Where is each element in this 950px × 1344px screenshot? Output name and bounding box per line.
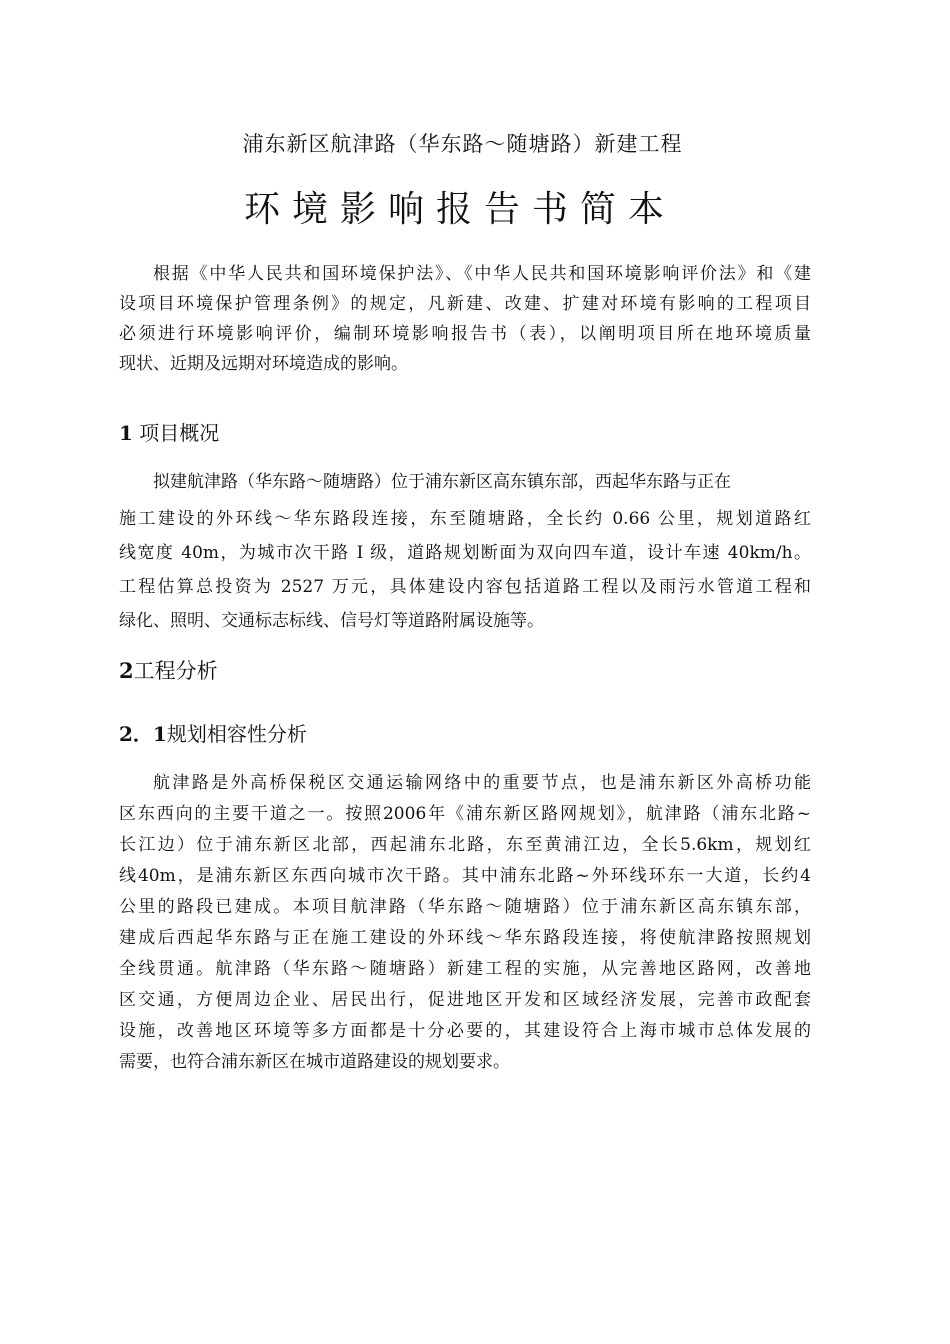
section-2-1-title: 规划相容性分析 [166,722,307,746]
section-1-number: 1 [119,421,133,445]
section-2-1-line: 公里的路段已建成。本项目航津路（华东路～随塘路）位于浦东新区高东镇东部， [119,897,811,917]
section-1-line: 线宽度 40m，为城市次干路 I 级，道路规划断面为双向四车道，设计车速 40km/h。 [119,543,811,563]
section-1-line: 工程估算总投资为 2527 万元，具体建设内容包括道路工程以及雨污水管道工程和 [119,577,811,597]
section-2-1-line: 区交通，方便周边企业、居民出行，促进地区开发和区域经济发展，完善市政配套 [119,990,811,1010]
section-2-1-line: 全线贯通。航津路（华东路～随塘路）新建工程的实施，从完善地区路网，改善地 [119,959,811,979]
section-2-title: 工程分析 [133,659,218,683]
document-subtitle: 浦东新区航津路（华东路～随塘路）新建工程 [242,132,683,156]
section-2-1-line: 长江边）位于浦东新区北部，西起浦东北路，东至黄浦江边，全长5.6km，规划红 [119,835,811,855]
section-2-1-line: 设施，改善地区环境等多方面都是十分必要的，其建设符合上海市城市总体发展的 [119,1021,811,1041]
section-2-number: 2 [119,658,134,683]
section-2-1-line: 需要，也符合浦东新区在城市道路建设的规划要求。 [119,1052,510,1072]
section-2-1-paragraph [119,768,811,1078]
section-2-1-line: 区东西向的主要干道之一。按照2006年《浦东新区路网规划》，航津路（浦东北路~ [119,804,811,824]
document-title: 环境影响报告书简本 [243,189,676,230]
section-1-heading [119,418,219,448]
intro-line: 根据《中华人民共和国环境保护法》、《中华人民共和国环境影响评价法》和《建 [153,264,811,284]
intro-line: 设项目环境保护管理条例》的规定，凡新建、改建、扩建对环境有影响的工程项目 [119,294,811,314]
section-1-paragraph [119,467,811,636]
section-2-1-line: 线40m，是浦东新区东西向城市次干路。其中浦东北路~外环线环东一大道，长约4 [119,866,811,886]
section-2-1-line: 航津路是外高桥保税区交通运输网络中的重要节点，也是浦东新区外高桥功能 [153,773,811,793]
section-1-line: 绿化、照明、交通标志标线、信号灯等道路附属设施等。 [119,611,544,631]
section-2-1-line: 建成后西起华东路与正在施工建设的外环线～华东路段连接，将使航津路按照规划 [119,928,811,948]
intro-paragraph [119,259,811,379]
intro-line: 必须进行环境影响评价，编制环境影响报告书（表），以阐明项目所在地环境质量 [119,324,811,344]
section-1-title: 项目概况 [139,421,220,445]
intro-line: 现状、近期及远期对环境造成的影响。 [119,354,408,374]
section-1-line: 施工建设的外环线～华东路段连接，东至随塘路，全长约 0.66 公里，规划道路红 [119,509,811,529]
section-2-1-number: 2．1 [119,722,167,746]
section-2-heading [119,656,218,686]
section-1-line: 拟建航津路（华东路～随塘路）位于浦东新区高东镇东部，西起华东路与正在 [153,472,731,492]
section-2-1-heading [119,719,307,749]
